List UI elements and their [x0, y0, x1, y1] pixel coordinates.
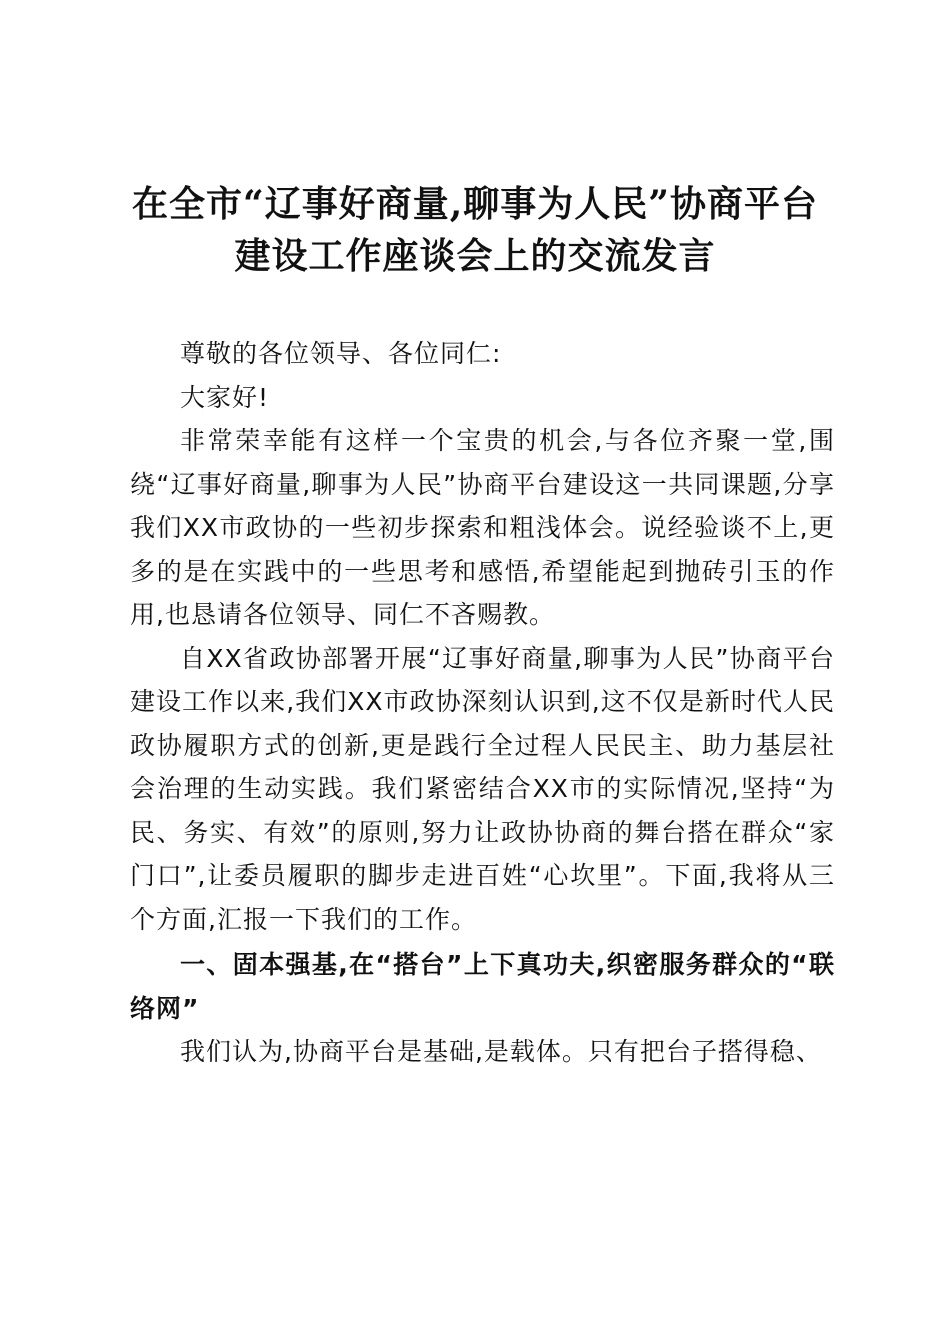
document-body: [130, 332, 835, 1074]
paragraph-1: 非常荣幸能有这样一个宝贵的机会,与各位齐聚一堂,围绕“辽事好商量,聊事为人民”协商平台建设这一共同课题,分享我们XX市政协的一些初步探索和粗浅体会。说经验谈不上,更多的是在实践中的一些思考和感悟,希望能起到抛砖引玉的作用,也恳请各位领导、同仁不吝赐教。: [130, 426, 835, 629]
paragraph-3: 我们认为,协商平台是基础,是载体。只有把台子搭得稳、: [180, 1037, 822, 1066]
title-line-1: 在全市“辽事好商量,聊事为人民”协商平台: [132, 183, 818, 225]
section-1-heading: 一、固本强基,在“搭台”上下真功夫,织密服务群众的“联络网”: [130, 950, 835, 1023]
document-title: [80, 178, 870, 282]
title-line-2: 建设工作座谈会上的交流发言: [234, 235, 716, 277]
salutation: 尊敬的各位领导、各位同仁:: [180, 339, 502, 368]
greeting: 大家好!: [180, 382, 270, 412]
paragraph-2: 自XX省政协部署开展“辽事好商量,聊事为人民”协商平台建设工作以来,我们XX市政协深刻认识到,这不仅是新时代人民政协履职方式的创新,更是践行全过程人民民主、助力基层社会治理的生动实践。我们紧密结合XX市的实际情况,坚持“为民、务实、有效”的原则,努力让政协协商的舞台搭在群众“家门口”,让委员履职的脚步走进百姓“心坎里”。下面,我将从三个方面,汇报一下我们的工作。: [130, 643, 835, 934]
